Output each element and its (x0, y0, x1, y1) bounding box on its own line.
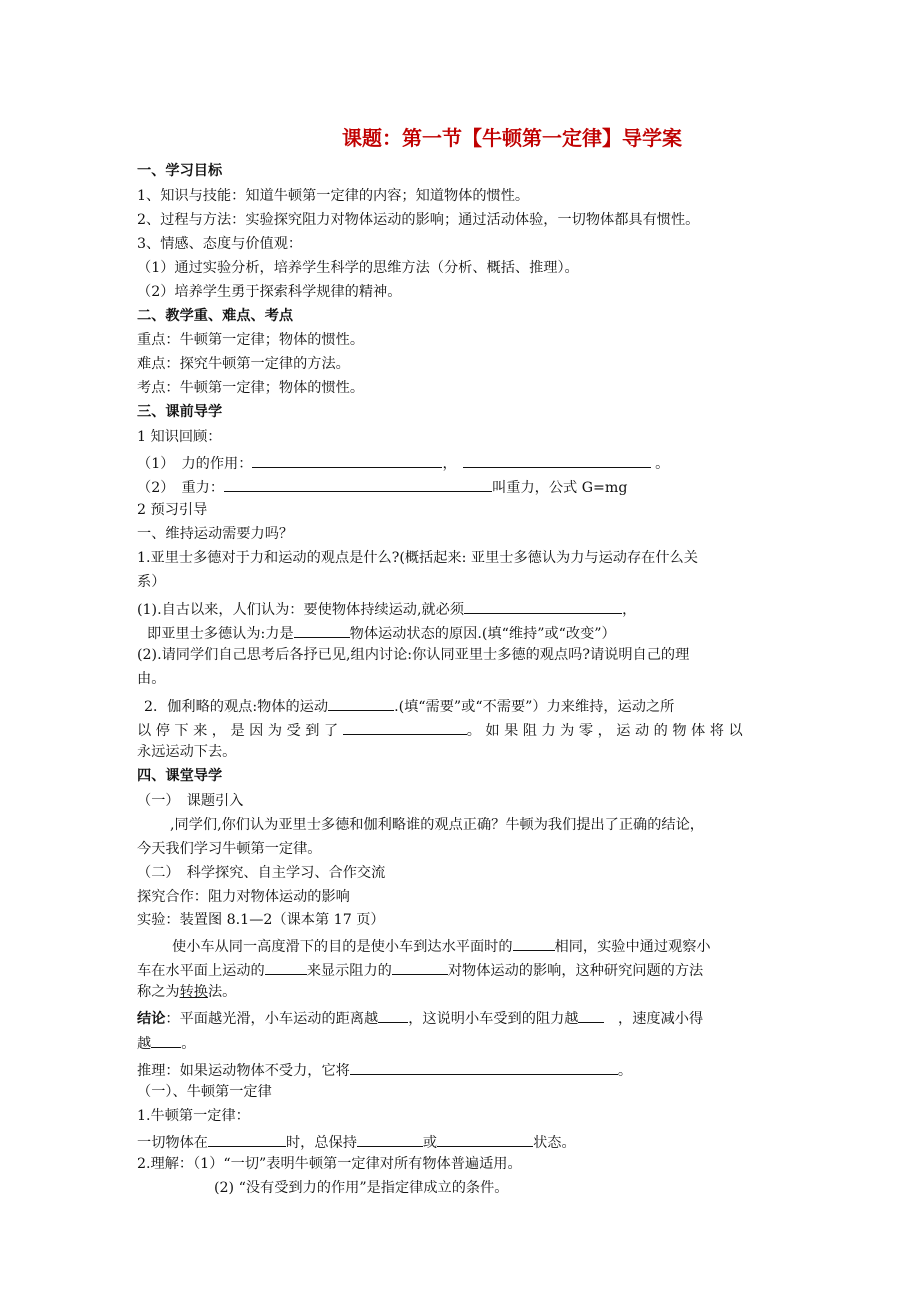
answer-blank[interactable] (208, 1130, 286, 1147)
review-question-2 (137, 475, 627, 498)
question-text: 以 停 下 来 ， 是 因 为 受 到 了 (137, 723, 339, 739)
paragraph-line: 探究合作：阻力对物体运动的影响 (137, 889, 350, 905)
objective-line: 2、过程与方法：实验探究阻力对物体运动的影响；通过活动体验，一切物体都具有惯性。 (137, 212, 700, 228)
key-point-line: 重点：牛顿第一定律；物体的惯性。 (137, 332, 365, 348)
answer-blank[interactable] (151, 1031, 181, 1048)
conclusion-line (137, 1006, 703, 1029)
review-question-1 (137, 451, 669, 474)
question-text: 使小车从同一高度滑下的目的是使小车到达水平面时的 (172, 939, 513, 955)
paragraph-line (137, 982, 236, 1002)
fill-line (147, 621, 616, 644)
fill-line (137, 958, 703, 981)
objective-line: （2）培养学生勇于探索科学规律的精神。 (137, 284, 402, 300)
underlined-term: 转换 (179, 984, 208, 1000)
question-text: 物体运动状态的原因.(填“维持”或“改变”） (349, 626, 616, 642)
question-text: 。 如 果 阻 力 为 零 ， 运 动 的 物 体 将 以 (466, 723, 743, 739)
law-fill-line (137, 1130, 576, 1153)
question-text: 相同，实验中通过观察小 (554, 939, 711, 955)
answer-blank[interactable] (392, 958, 448, 975)
subheading: （一） 课题引入 (137, 793, 244, 809)
question-text: 。 (617, 1063, 633, 1079)
objective-line: 3、情感、态度与价值观： (137, 236, 303, 252)
question-text: ：平面越光滑，小车运动的距离越 (165, 1011, 379, 1027)
question-text: 即亚里士多德认为:力是 (147, 626, 294, 642)
question-text: 叫重力，公式 G=mg (492, 480, 628, 496)
answer-blank[interactable] (464, 597, 622, 614)
question-text: 一切物体在 (137, 1135, 208, 1151)
section-heading-classroom: 四、课堂导学 (137, 768, 223, 784)
subheading: 一、维持运动需要力吗？ (137, 526, 294, 542)
question-text: 2．伽利略的观点:物体的运动 (144, 699, 329, 715)
paragraph-line: 1.亚里士多德对于力和运动的观点是什么?(概括起来: 亚里士多德认为力与运动存在什么关 (137, 550, 698, 566)
subheading: （二） 科学探究、自主学习、合作交流 (137, 865, 386, 881)
question-text: 对物体运动的影响，这种研究问题的方法 (447, 963, 704, 979)
paragraph-line: 今天我们学习牛顿第一定律。 (137, 841, 322, 857)
answer-blank[interactable] (252, 451, 442, 468)
question-text: 法。 (207, 984, 237, 1000)
section-heading-objectives: 一、学习目标 (137, 163, 223, 179)
question-text: 推理：如果运动物体不受力，它将 (137, 1063, 350, 1079)
section-heading-key-points: 二、教学重、难点、考点 (137, 308, 294, 324)
paragraph-line: 永远运动下去。 (137, 744, 237, 760)
question-text: 或 (422, 1135, 438, 1151)
subheading: （一）、牛顿第一定律 (137, 1084, 272, 1100)
answer-blank[interactable] (578, 1006, 604, 1023)
question-text: 状态。 (533, 1135, 576, 1151)
paragraph-line: 由。 (137, 671, 166, 687)
answer-blank[interactable] (224, 475, 492, 492)
question-text: （2） 重力： (137, 480, 225, 496)
answer-blank[interactable] (265, 958, 307, 975)
question-text: （1） 力的作用： (137, 456, 253, 472)
question-text: 车在水平面上运动的 (137, 963, 265, 979)
answer-blank[interactable] (343, 718, 467, 735)
question-text: 称之为 (137, 984, 180, 1000)
answer-blank[interactable] (328, 694, 394, 711)
answer-blank[interactable] (378, 1006, 408, 1023)
question-text: 来显示阻力的 (306, 963, 392, 979)
question-text: 。 (655, 456, 670, 472)
fill-line (137, 597, 636, 620)
paragraph-line: 1.牛顿第一定律： (137, 1108, 250, 1124)
answer-blank[interactable] (513, 934, 555, 951)
objective-line: 1、知识与技能：知道牛顿第一定律的内容；知道物体的惯性。 (137, 188, 530, 204)
preview-label: 2 预习引导 (137, 502, 208, 518)
paragraph-line: 2.理解：（1）“一切”表明牛顿第一定律对所有物体普遍适用。 (137, 1156, 522, 1172)
conclusion-label: 结论 (137, 1011, 166, 1027)
answer-blank[interactable] (463, 451, 651, 468)
conclusion-line (137, 1031, 195, 1054)
answer-blank[interactable] (294, 621, 350, 638)
question-text: ，这说明小车受到的阻力越 (408, 1011, 579, 1027)
answer-blank[interactable] (357, 1130, 423, 1147)
key-point-line: 难点：探究牛顿第一定律的方法。 (137, 356, 350, 372)
paragraph-line: 系） (137, 574, 166, 590)
objective-line: （1）通过实验分析，培养学生科学的思维方法（分析、概括、推理）。 (137, 260, 579, 276)
key-point-line: 考点：牛顿第一定律；物体的惯性。 (137, 380, 365, 396)
paragraph-line: (2).请同学们自己思考后各抒已见,组内讨论:你认同亚里士多德的观点吗?请说明自己的理 (137, 647, 690, 663)
fill-line (144, 694, 674, 717)
question-text: 越 (137, 1036, 152, 1052)
fill-line (137, 718, 743, 741)
page-title: 课题：第一节【牛顿第一定律】导学案 (342, 126, 682, 150)
fill-line (172, 934, 711, 957)
inference-line (137, 1058, 632, 1081)
question-text: (1).自古以来，人们认为：要使物体持续运动,就必须 (137, 602, 465, 618)
paragraph-line: ,同学们,你们认为亚里士多德和伽利略谁的观点正确？牛顿为我们提出了正确的结论， (170, 817, 704, 833)
question-text: 。 (181, 1036, 196, 1052)
question-text: ，速度减小得 (618, 1011, 704, 1027)
answer-blank[interactable] (350, 1058, 618, 1075)
question-text: ， (442, 456, 457, 472)
question-text: .(填“需要”或“不需要”）力来维持，运动之所 (394, 699, 675, 715)
paragraph-line: (2) “没有受到力的作用”是指定律成立的条件。 (214, 1180, 509, 1196)
question-text: ， (622, 602, 637, 618)
paragraph-line: 实验：装置图 8.1—2（课本第 17 页） (137, 912, 385, 928)
question-text: 时，总保持 (285, 1135, 357, 1151)
section-heading-preclass: 三、课前导学 (137, 404, 223, 420)
answer-blank[interactable] (437, 1130, 533, 1147)
review-label: 1 知识回顾： (137, 429, 222, 445)
